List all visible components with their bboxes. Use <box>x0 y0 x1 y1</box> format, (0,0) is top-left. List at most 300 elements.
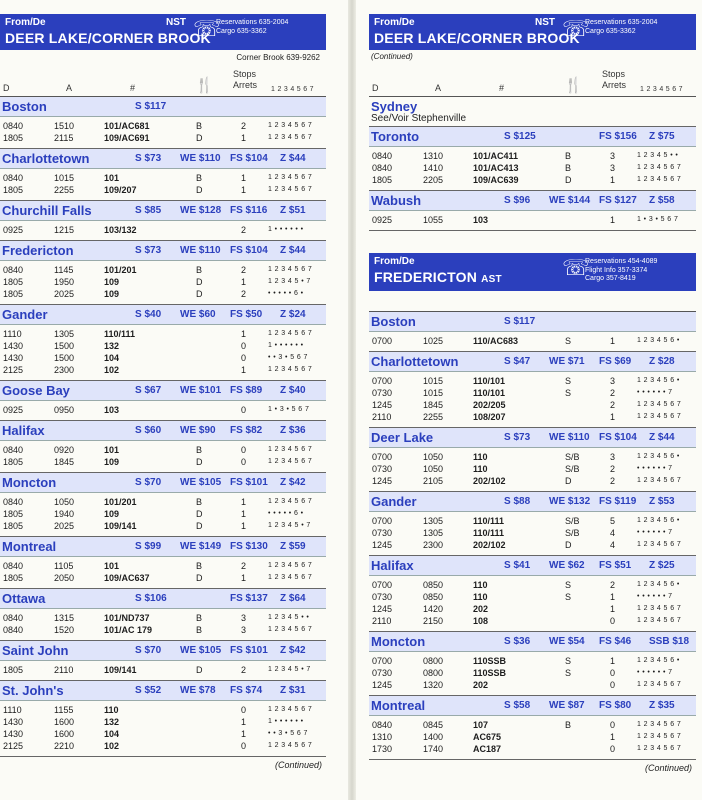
depart-time: 1430 <box>3 341 24 351</box>
arrive-time: 2300 <box>54 365 75 375</box>
col-flight: # <box>130 83 136 93</box>
flight-list <box>369 652 696 696</box>
arrive-time: 1305 <box>423 516 444 526</box>
operating-days: • • • • • • 7 <box>637 389 673 396</box>
destination-name: Moncton <box>2 475 57 490</box>
destination-list <box>0 97 326 757</box>
destination-header <box>0 473 326 493</box>
arrive-time: 1015 <box>54 173 75 183</box>
fare-1: S $36 <box>504 636 531 647</box>
fare-3: FS $104 <box>230 245 268 256</box>
contact-line: Cargo 357-8419 <box>585 275 636 282</box>
arrive-time: 1400 <box>423 732 444 742</box>
flight-list <box>0 401 326 421</box>
depart-time: 1805 <box>3 509 24 519</box>
operating-days: 1 2 3 4 5 6 7 <box>268 134 313 141</box>
depart-time: 1245 <box>372 476 393 486</box>
arrive-time: 1055 <box>423 215 444 225</box>
contact-line: Reservations 635-2004 <box>585 19 658 26</box>
origin-header-fredericton <box>369 253 696 291</box>
fare-1: S $85 <box>135 205 162 216</box>
destination-name: Goose Bay <box>2 383 70 398</box>
col-depart: D <box>3 83 10 93</box>
flight-number: 107 <box>473 720 489 730</box>
destination-name: Wabush <box>371 193 422 208</box>
operating-days: 1 2 3 4 5 6 7 <box>637 477 682 484</box>
operating-days: 1 2 3 4 5 6 7 <box>637 605 682 612</box>
fare-4: Z $42 <box>280 645 306 656</box>
depart-time: 0840 <box>3 265 24 275</box>
flight-row <box>0 716 326 728</box>
fare-3: FS $51 <box>599 560 632 571</box>
fare-3: FS $89 <box>230 385 263 396</box>
depart-time: 1245 <box>372 604 393 614</box>
fare-2: WE $128 <box>180 205 222 216</box>
origin-header <box>369 14 696 50</box>
depart-time: 0840 <box>3 561 24 571</box>
operating-days: 1 • • • • • • <box>268 718 304 725</box>
fare-2: WE $105 <box>180 477 222 488</box>
flight-row <box>369 463 696 475</box>
flight-row <box>0 172 326 184</box>
depart-time: 1805 <box>3 289 24 299</box>
fare-3: FS $130 <box>230 541 268 552</box>
arrive-time: 2110 <box>54 665 74 675</box>
arrive-time: 2205 <box>423 175 444 185</box>
operating-days: 1 2 3 4 5 6 7 <box>268 330 313 337</box>
flight-number: 101 <box>104 173 120 183</box>
flight-row <box>0 496 326 508</box>
contact-info <box>216 19 288 36</box>
stops-count: 2 <box>241 121 247 131</box>
flight-number: 109/141 <box>104 665 137 675</box>
fare-1: S $73 <box>135 245 162 256</box>
depart-time: 1245 <box>372 400 393 410</box>
fare-2: WE $78 <box>180 685 216 696</box>
fare-2: WE $110 <box>549 432 590 443</box>
destination-header <box>0 641 326 661</box>
fare-2: WE $105 <box>180 645 222 656</box>
arrive-time: 1145 <box>54 265 74 275</box>
operating-days: 1 2 3 4 5 6 • <box>637 517 680 524</box>
contact-line: Reservations 454-4089 <box>585 258 658 265</box>
fare-2: WE $110 <box>180 153 221 164</box>
stops-count: 0 <box>241 353 247 363</box>
meal-code: D <box>565 175 572 185</box>
flight-list <box>0 701 326 757</box>
meal-code: D <box>196 185 203 195</box>
fare-4: Z $44 <box>280 245 306 256</box>
meal-code: S <box>565 580 572 590</box>
flight-row <box>369 603 696 615</box>
operating-days: 1 2 3 4 5 6 7 <box>268 458 313 465</box>
destination-header <box>369 428 696 448</box>
destination-header <box>0 381 326 401</box>
operating-days: 1 2 3 4 5 6 7 <box>268 706 313 713</box>
flight-number: 104 <box>104 729 120 739</box>
flight-number: 109/AC637 <box>104 573 150 583</box>
destination-header <box>369 696 696 716</box>
continued-text: (Continued) <box>644 763 692 773</box>
meal-code: B <box>196 173 203 183</box>
depart-time: 2110 <box>372 412 392 422</box>
flight-row <box>0 624 326 636</box>
origin-city-name: FREDERICTON <box>374 269 478 285</box>
meal-code: D <box>565 540 572 550</box>
meal-code: D <box>565 476 572 486</box>
stops-count: 2 <box>241 289 247 299</box>
flight-number: AC187 <box>473 744 502 754</box>
stops-count: 0 <box>241 705 247 715</box>
fare-1: S $117 <box>135 101 167 112</box>
destination-name: Boston <box>2 99 47 114</box>
fare-2: WE $101 <box>180 385 222 396</box>
stops-count: 1 <box>610 656 616 666</box>
depart-time: 0700 <box>372 452 393 462</box>
depart-time: 1245 <box>372 540 393 550</box>
operating-days: 1 2 3 4 5 6 7 <box>637 164 682 171</box>
depart-time: 0730 <box>372 528 393 538</box>
flight-row <box>369 411 696 423</box>
depart-time: 1430 <box>3 729 24 739</box>
meal-code: S <box>565 592 572 602</box>
stops-count: 2 <box>241 561 247 571</box>
arrive-time: 1410 <box>423 163 444 173</box>
fare-3: FS $119 <box>599 496 637 507</box>
flight-number: 132 <box>104 717 120 727</box>
meal-code: B <box>196 445 203 455</box>
meal-code: B <box>196 613 203 623</box>
time-zone: NST <box>535 17 555 28</box>
stops-count: 0 <box>610 680 616 690</box>
fork-knife-icon: 🍴 <box>564 77 583 94</box>
flight-list <box>0 117 326 149</box>
flight-list <box>0 441 326 473</box>
fare-1: S $70 <box>135 477 162 488</box>
destination-name: Gander <box>371 494 417 509</box>
flight-number: 110/101 <box>473 388 506 398</box>
destination-name: Toronto <box>371 129 420 144</box>
operating-days: 1 2 3 4 5 • • <box>268 614 310 621</box>
contact-line: Reservations 635-2004 <box>216 19 289 26</box>
operating-days: 1 2 3 4 5 6 7 <box>637 745 682 752</box>
col-arrive: A <box>435 83 442 93</box>
arrive-time: 1215 <box>54 225 75 235</box>
fare-4: Z $44 <box>649 432 675 443</box>
fare-1: S $73 <box>504 432 531 443</box>
destination-header <box>0 421 326 441</box>
fare-4: Z $36 <box>280 425 306 436</box>
operating-days: 1 2 3 4 5 6 7 <box>268 626 313 633</box>
flight-number: 110 <box>473 452 488 462</box>
destination-name: Charlottetown <box>2 151 90 166</box>
stops-count: 1 <box>610 215 616 225</box>
arrive-time: 1015 <box>423 376 444 386</box>
flight-number: 101/201 <box>104 497 137 507</box>
flight-number: 101 <box>104 445 120 455</box>
depart-time: 0700 <box>372 580 393 590</box>
fare-4: Z $59 <box>280 541 306 552</box>
stops-count: 1 <box>241 717 247 727</box>
flight-number: 109 <box>104 457 120 467</box>
arrive-time: 1510 <box>54 121 75 131</box>
destination-note: See/Voir Stephenville <box>371 113 467 124</box>
arrive-time: 2025 <box>54 289 75 299</box>
col-days: 1 2 3 4 5 6 7 <box>640 86 683 93</box>
col-stops <box>602 69 626 91</box>
meal-code: S <box>565 656 572 666</box>
local-phone: Corner Brook 639-9262 <box>236 53 320 62</box>
flight-row <box>0 728 326 740</box>
flight-row <box>0 560 326 572</box>
depart-time: 1430 <box>3 353 24 363</box>
operating-days: 1 2 3 4 5 6 7 <box>268 174 313 181</box>
flight-list <box>0 261 326 305</box>
contact-line: Cargo 635-3362 <box>585 27 636 35</box>
arrive-time: 2210 <box>54 741 75 751</box>
destination-name: Halifax <box>371 558 414 573</box>
operating-days: 1 2 3 4 5 6 7 <box>268 562 313 569</box>
arrive-time: 0950 <box>54 405 75 415</box>
phone-icon: ☏ <box>193 16 221 41</box>
left-panel <box>0 0 326 773</box>
operating-days: 1 2 3 4 5 6 7 <box>268 498 313 505</box>
flight-number: 109 <box>104 289 120 299</box>
flight-number: 109/AC691 <box>104 133 150 143</box>
fare-2: WE $132 <box>549 496 591 507</box>
meal-code: D <box>196 277 203 287</box>
stops-count: 1 <box>610 336 616 346</box>
stops-count: 1 <box>241 133 247 143</box>
arrive-time: 0920 <box>54 445 75 455</box>
arrive-time: 0850 <box>423 592 444 602</box>
stops-count: 0 <box>610 744 616 754</box>
operating-days: 1 2 3 4 5 • 7 <box>268 666 311 673</box>
stops-count: 0 <box>241 405 247 415</box>
stops-count: 1 <box>241 521 247 531</box>
stops-count: 4 <box>610 540 616 550</box>
fare-2: WE $54 <box>549 636 585 647</box>
operating-days: • • • • • • 7 <box>637 529 673 536</box>
operating-days: 1 2 3 4 5 6 • <box>637 377 680 384</box>
depart-time: 1805 <box>3 457 24 467</box>
stops-count: 4 <box>610 528 616 538</box>
depart-time: 2110 <box>372 616 392 626</box>
meal-code: D <box>196 509 203 519</box>
destination-name: Montreal <box>371 698 426 713</box>
fare-4: Z $40 <box>280 385 306 396</box>
stops-count: 1 <box>241 365 247 375</box>
flight-row <box>0 444 326 456</box>
depart-time: 0925 <box>3 225 24 235</box>
destination-header <box>369 632 696 652</box>
fare-3: FS $156 <box>599 131 637 142</box>
page-fold <box>348 0 356 800</box>
meal-code: B <box>196 625 203 635</box>
fare-1: S $40 <box>135 309 162 320</box>
destination-header <box>0 201 326 221</box>
flight-row <box>369 615 696 627</box>
flight-list <box>0 609 326 641</box>
depart-time: 1245 <box>372 680 393 690</box>
fare-4: Z $58 <box>649 195 675 206</box>
flight-row <box>369 731 696 743</box>
fare-2: WE $87 <box>549 700 585 711</box>
stops-count: 3 <box>610 376 616 386</box>
arrive-time: 2300 <box>423 540 444 550</box>
arrive-time: 0850 <box>423 580 444 590</box>
depart-time: 0700 <box>372 376 393 386</box>
depart-time: 0730 <box>372 464 393 474</box>
stops-count: 0 <box>241 741 247 751</box>
stops-count: 2 <box>610 464 616 474</box>
flight-number: 108/207 <box>473 412 506 422</box>
stops-count: 3 <box>610 163 616 173</box>
flight-number: 101/AC413 <box>473 163 519 173</box>
col-days: 1 2 3 4 5 6 7 <box>271 86 314 93</box>
from-label: From/De <box>374 256 415 267</box>
arrive-time: 2115 <box>54 133 74 143</box>
destination-name: Fredericton <box>2 243 74 258</box>
destination-name: St. John's <box>2 683 64 698</box>
stops-count: 2 <box>610 400 616 410</box>
flight-row <box>0 184 326 196</box>
operating-days: 1 2 3 4 5 6 7 <box>637 401 682 408</box>
operating-days: 1 2 3 4 5 6 7 <box>268 742 313 749</box>
operating-days: 1 2 3 4 5 • 7 <box>268 278 311 285</box>
depart-time: 0925 <box>3 405 24 415</box>
stops-count: 1 <box>241 729 247 739</box>
destination-name: Boston <box>371 314 416 329</box>
flight-row <box>369 399 696 411</box>
flight-number: 110 <box>473 580 488 590</box>
contact-info <box>585 258 657 284</box>
flight-row <box>0 508 326 520</box>
flight-row <box>0 224 326 236</box>
meal-code: D <box>196 289 203 299</box>
flight-row <box>0 572 326 584</box>
flight-list <box>369 332 696 352</box>
flight-number: 110/101 <box>473 376 506 386</box>
flight-list <box>369 512 696 556</box>
operating-days: 1 2 3 4 5 6 • <box>637 453 680 460</box>
fare-3: FS $137 <box>230 593 268 604</box>
flight-number: 101/201 <box>104 265 137 275</box>
origin-city: DEER LAKE/CORNER BROOK <box>5 30 211 46</box>
meal-code: D <box>196 521 203 531</box>
meal-code: D <box>196 665 203 675</box>
flight-number: 132 <box>104 341 120 351</box>
flight-number: 110/AC683 <box>473 336 519 346</box>
operating-days: • • • • • • 7 <box>637 669 673 676</box>
operating-days: 1 2 3 4 5 6 7 <box>637 176 682 183</box>
depart-time: 0700 <box>372 656 393 666</box>
depart-time: 0730 <box>372 668 393 678</box>
flight-row <box>369 591 696 603</box>
subline <box>369 50 696 64</box>
col-stops-en: Stops <box>233 69 257 79</box>
meal-code: B <box>565 163 572 173</box>
fare-4: Z $51 <box>280 205 306 216</box>
operating-days: 1 2 3 4 5 6 7 <box>637 617 682 624</box>
flight-row <box>369 679 696 691</box>
stops-count: 2 <box>241 265 247 275</box>
depart-time: 1430 <box>3 717 24 727</box>
arrive-time: 1050 <box>54 497 75 507</box>
arrive-time: 1105 <box>54 561 74 571</box>
arrive-time: 1320 <box>423 680 444 690</box>
arrive-time: 2255 <box>54 185 75 195</box>
flight-list <box>369 716 696 760</box>
fare-1: S $106 <box>135 593 167 604</box>
destination-header <box>369 312 696 332</box>
stops-count: 0 <box>241 457 247 467</box>
stops-count: 3 <box>610 151 616 161</box>
contact-line: Cargo 635-3362 <box>216 27 267 35</box>
operating-days: 1 2 3 4 5 6 7 <box>268 186 313 193</box>
operating-days: 1 • 3 • 5 6 7 <box>637 216 679 223</box>
depart-time: 0840 <box>3 625 24 635</box>
depart-time: 0840 <box>3 613 24 623</box>
meal-code: B <box>565 720 572 730</box>
fare-3: FS $101 <box>230 477 268 488</box>
fare-3: FS $74 <box>230 685 263 696</box>
flight-row <box>0 264 326 276</box>
fare-3: FS $104 <box>230 153 268 164</box>
arrive-time: 1500 <box>54 353 75 363</box>
subline <box>0 50 326 64</box>
fare-1: S $67 <box>135 385 162 396</box>
flight-list <box>369 448 696 492</box>
flight-number: 101 <box>104 561 120 571</box>
arrive-time: 2025 <box>54 521 75 531</box>
stops-count: 1 <box>241 497 247 507</box>
fare-2: WE $62 <box>549 560 585 571</box>
fare-3: FS $127 <box>599 195 637 206</box>
origin-city <box>374 269 502 285</box>
fare-1: S $125 <box>504 131 536 142</box>
depart-time: 1805 <box>3 573 24 583</box>
stops-count: 2 <box>610 476 616 486</box>
stops-count: 0 <box>241 445 247 455</box>
arrive-time: 1155 <box>54 705 74 715</box>
flight-number: 109/141 <box>104 521 137 531</box>
fare-2: WE $60 <box>180 309 216 320</box>
depart-time: 1310 <box>372 732 393 742</box>
col-stops-fr: Arrets <box>602 80 627 90</box>
depart-time: 1805 <box>3 665 24 675</box>
continued-label: (Continued) <box>371 52 413 61</box>
col-arrive: A <box>66 83 73 93</box>
stops-count: 2 <box>241 225 247 235</box>
flight-row <box>0 328 326 340</box>
depart-time: 0700 <box>372 336 393 346</box>
flight-number: 101/AC681 <box>104 121 150 131</box>
flight-number: 110/111 <box>104 329 136 339</box>
flight-row <box>369 451 696 463</box>
fare-3: FS $69 <box>599 356 632 367</box>
flight-number: 109/AC639 <box>473 175 519 185</box>
arrive-time: 1520 <box>54 625 75 635</box>
meal-code: S <box>565 376 572 386</box>
depart-time: 0840 <box>372 151 393 161</box>
flight-row <box>0 520 326 532</box>
continued-text: (Continued) <box>274 760 322 770</box>
operating-days: 1 2 3 4 5 6 7 <box>637 541 682 548</box>
flight-number: 202 <box>473 604 489 614</box>
destination-name: Gander <box>2 307 48 322</box>
flight-number: 102 <box>104 365 120 375</box>
